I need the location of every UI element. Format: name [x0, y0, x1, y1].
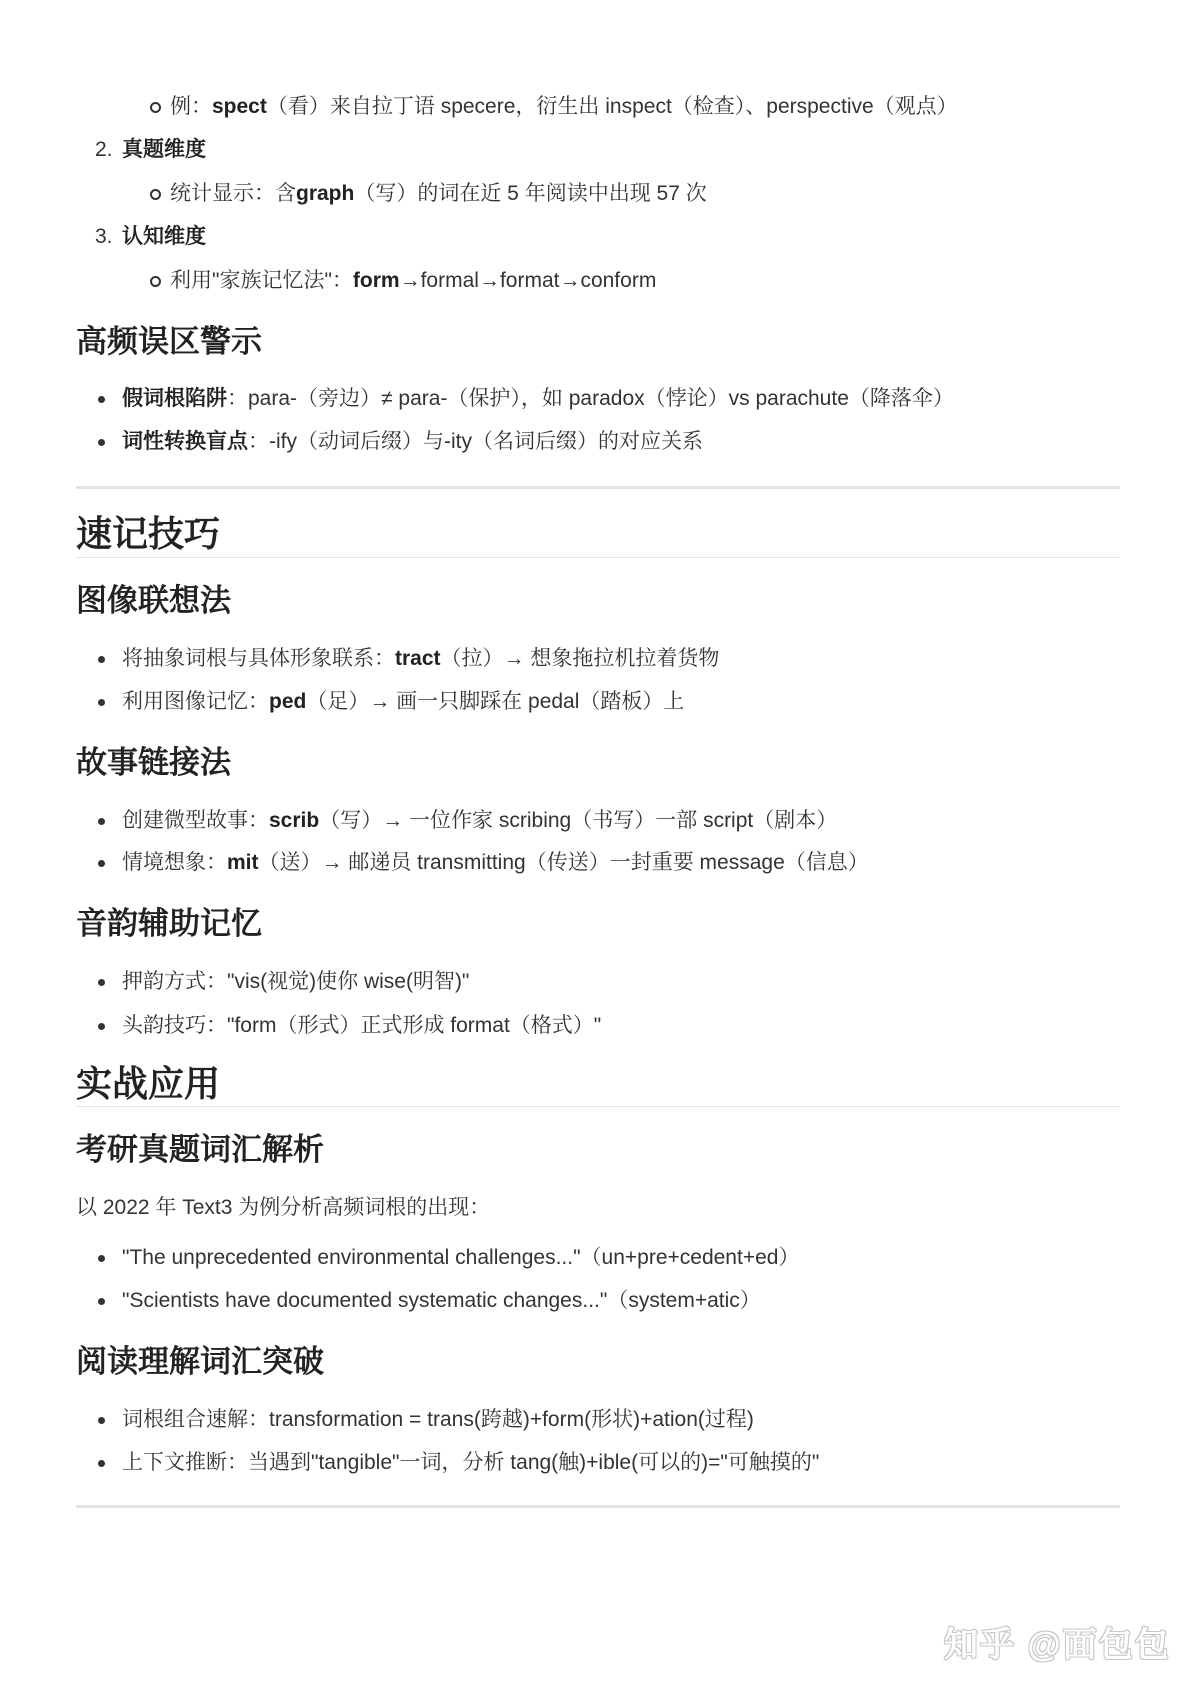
item-suffix: ：para-（旁边）≠ para-（保护），如 paradox（悖论）vs parachute（降落伞） — [227, 387, 954, 410]
item-prefix: 情境想象： — [122, 851, 227, 874]
list-item — [96, 806, 837, 836]
section-heading: 故事链接法 — [76, 745, 231, 780]
item-text: 头韵技巧："form（形式）正式形成 format（格式）" — [122, 1014, 602, 1037]
item-suffix: （写）→ 一位作家 scribing（书写）一部 script（剧本） — [319, 809, 838, 832]
disc-bullet-icon — [98, 1460, 105, 1467]
item-prefix: 统计显示：含 — [170, 182, 296, 205]
item-prefix: 利用图像记忆： — [122, 690, 269, 713]
item-keyword: graph — [296, 182, 355, 205]
list-item — [96, 1286, 761, 1316]
item-suffix: （送）→ 邮递员 transmitting（传送）一封重要 message（信息） — [258, 851, 869, 874]
item-prefix: 创建微型故事： — [122, 809, 269, 832]
section-heading: 高频误区警示 — [76, 324, 262, 359]
watermark: 知乎 @面包包 — [944, 1626, 1171, 1664]
list-item — [96, 1011, 601, 1041]
disc-bullet-icon — [98, 396, 105, 403]
numbered-item — [95, 135, 206, 165]
item-number: 3. — [95, 225, 113, 248]
chapter-heading: 实战应用 — [76, 1063, 221, 1104]
list-item — [96, 848, 869, 878]
disc-bullet-icon — [98, 818, 105, 825]
list-item — [96, 967, 469, 997]
disc-bullet-icon — [98, 1023, 105, 1030]
circle-bullet-icon — [150, 276, 161, 287]
item-keyword: ped — [269, 690, 307, 713]
circle-bullet-icon — [150, 189, 161, 200]
item-keyword: mit — [227, 851, 259, 874]
item-text: 词根组合速解：transformation = trans(跨越)+form(形状)+ation(过程) — [122, 1408, 754, 1431]
section-heading: 考研真题词汇解析 — [76, 1132, 324, 1167]
disc-bullet-icon — [98, 1298, 105, 1305]
item-keyword: 词性转换盲点 — [122, 430, 248, 453]
numbered-item — [95, 222, 206, 252]
item-keyword: form — [352, 269, 400, 292]
heading-underline — [76, 1106, 1120, 1107]
item-suffix: （拉）→ 想象拖拉机拉着货物 — [440, 647, 720, 670]
paragraph: 以 2022 年 Text3 为例分析高频词根的出现： — [76, 1196, 491, 1219]
item-keyword: tract — [395, 647, 441, 670]
item-suffix: ：-ify（动词后缀）与-ity（名词后缀）的对应关系 — [248, 430, 703, 453]
item-text: "Scientists have documented systematic changes..."（system+atic） — [122, 1289, 761, 1312]
item-prefix: 利用"家族记忆法"： — [170, 269, 353, 292]
section-heading: 图像联想法 — [76, 583, 231, 618]
section-heading: 音韵辅助记忆 — [76, 906, 262, 941]
item-suffix: （足）→ 画一只脚踩在 pedal（踏板）上 — [306, 690, 685, 713]
horizontal-rule — [76, 486, 1120, 489]
item-suffix: →formal→format→conform — [399, 269, 657, 292]
section-heading: 阅读理解词汇突破 — [76, 1344, 324, 1379]
item-text: 押韵方式："vis(视觉)使你 wise(明智)" — [122, 970, 470, 993]
heading-underline — [76, 557, 1120, 558]
sub-list-item — [150, 179, 707, 209]
item-label: 真题维度 — [122, 138, 206, 161]
circle-bullet-icon — [150, 102, 161, 113]
sub-list-item — [150, 92, 958, 122]
item-suffix: （看）来自拉丁语 specere，衍生出 inspect（检查）、perspective（观点） — [266, 95, 958, 118]
list-item — [96, 1405, 754, 1435]
list-item — [96, 687, 684, 717]
item-number: 2. — [95, 138, 113, 161]
list-item — [96, 1243, 799, 1273]
item-prefix: 例： — [170, 95, 212, 118]
item-keyword: spect — [212, 95, 267, 118]
item-text: "The unprecedented environmental challenges..."（un+pre+cedent+ed） — [122, 1246, 800, 1269]
item-text: 上下文推断：当遇到"tangible"一词，分析 tang(触)+ible(可以的)="可触摸的" — [122, 1451, 820, 1474]
list-item — [96, 427, 703, 457]
item-suffix: （写）的词在近 5 年阅读中出现 57 次 — [354, 182, 707, 205]
list-item — [96, 1448, 819, 1478]
disc-bullet-icon — [98, 656, 105, 663]
item-keyword: 假词根陷阱 — [122, 387, 227, 410]
list-item — [96, 644, 719, 674]
disc-bullet-icon — [98, 860, 105, 867]
disc-bullet-icon — [98, 699, 105, 706]
item-keyword: scrib — [269, 809, 320, 832]
disc-bullet-icon — [98, 1255, 105, 1262]
item-label: 认知维度 — [122, 225, 206, 248]
disc-bullet-icon — [98, 439, 105, 446]
list-item — [96, 384, 954, 414]
item-prefix: 将抽象词根与具体形象联系： — [122, 647, 395, 670]
sub-list-item — [150, 266, 656, 296]
chapter-heading: 速记技巧 — [76, 513, 221, 554]
disc-bullet-icon — [98, 1417, 105, 1424]
horizontal-rule — [76, 1505, 1120, 1508]
disc-bullet-icon — [98, 979, 105, 986]
